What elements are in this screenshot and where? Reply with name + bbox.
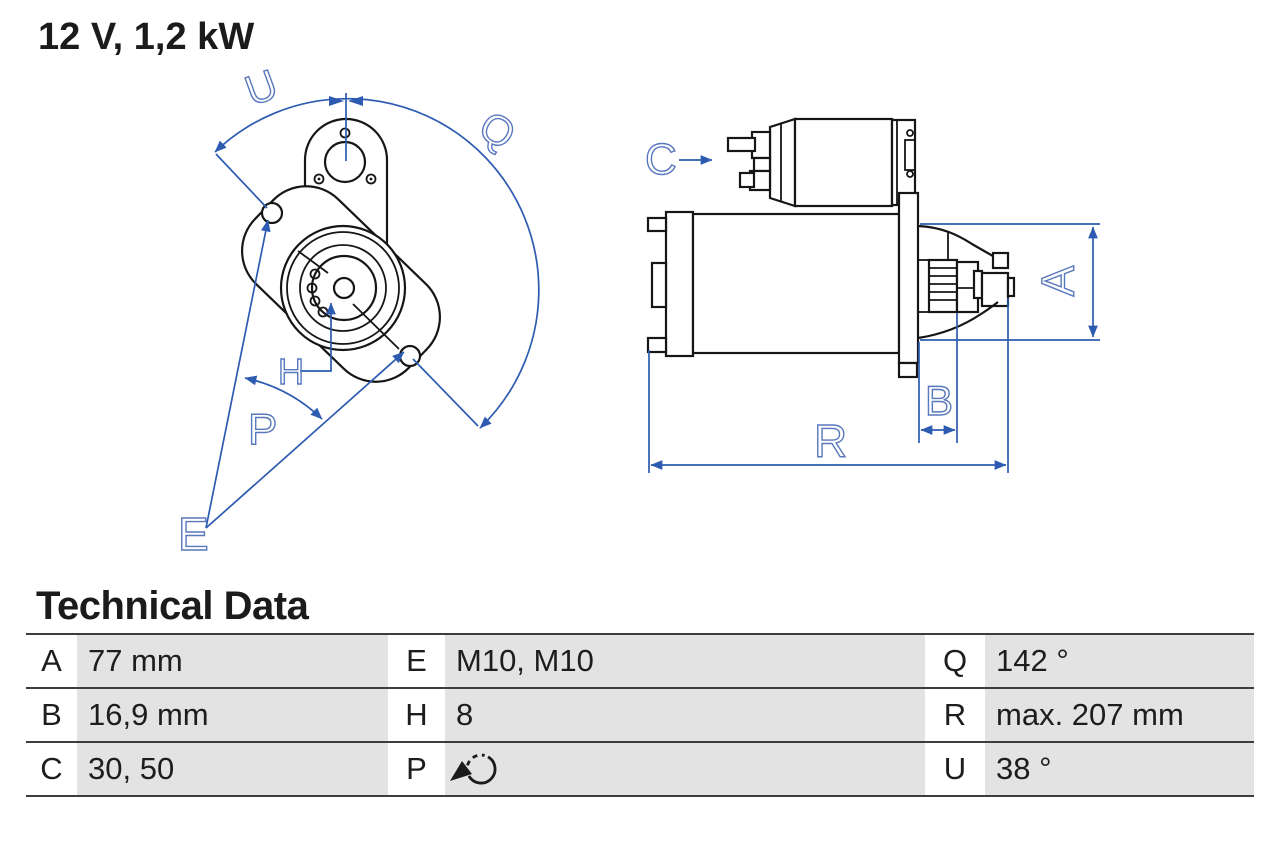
- table-key-E: E: [388, 635, 445, 687]
- table-key-R: R: [925, 689, 985, 741]
- table-key-C: C: [26, 743, 77, 795]
- table-row: [26, 635, 1254, 689]
- dim-label-A: A: [1032, 265, 1084, 297]
- page-title: 12 V, 1,2 kW: [38, 16, 255, 58]
- table-key-A: A: [26, 635, 77, 687]
- table-value-U: 38 °: [985, 743, 1254, 795]
- table-key-B: B: [26, 689, 77, 741]
- table-value-B: 16,9 mm: [77, 689, 388, 741]
- technical-data-heading: Technical Data: [36, 584, 309, 628]
- dim-label-H: H: [278, 351, 304, 392]
- table-key-P: P: [388, 743, 445, 795]
- dim-label-B: B: [925, 377, 954, 424]
- table-row: [26, 689, 1254, 743]
- dim-label-Q: Q: [471, 101, 524, 159]
- side-view-drawing: [645, 119, 1100, 473]
- dim-label-P: P: [248, 405, 278, 454]
- dim-label-E: E: [178, 508, 209, 560]
- dim-label-U: U: [238, 60, 284, 115]
- table-value-P: [445, 743, 925, 795]
- table-value-C: 30, 50: [77, 743, 388, 795]
- dim-label-R: R: [814, 415, 848, 467]
- table-row: [26, 743, 1254, 797]
- table-value-R: max. 207 mm: [985, 689, 1254, 741]
- technical-data-table: [26, 633, 1254, 797]
- dim-label-C: C: [645, 135, 677, 184]
- table-key-U: U: [925, 743, 985, 795]
- table-key-Q: Q: [925, 635, 985, 687]
- table-value-H: 8: [445, 689, 925, 741]
- table-value-Q: 142 °: [985, 635, 1254, 687]
- table-value-A: 77 mm: [77, 635, 388, 687]
- table-value-E: M10, M10: [445, 635, 925, 687]
- front-view-drawing: [178, 60, 539, 560]
- rotation-direction-icon: [448, 747, 506, 791]
- table-key-H: H: [388, 689, 445, 741]
